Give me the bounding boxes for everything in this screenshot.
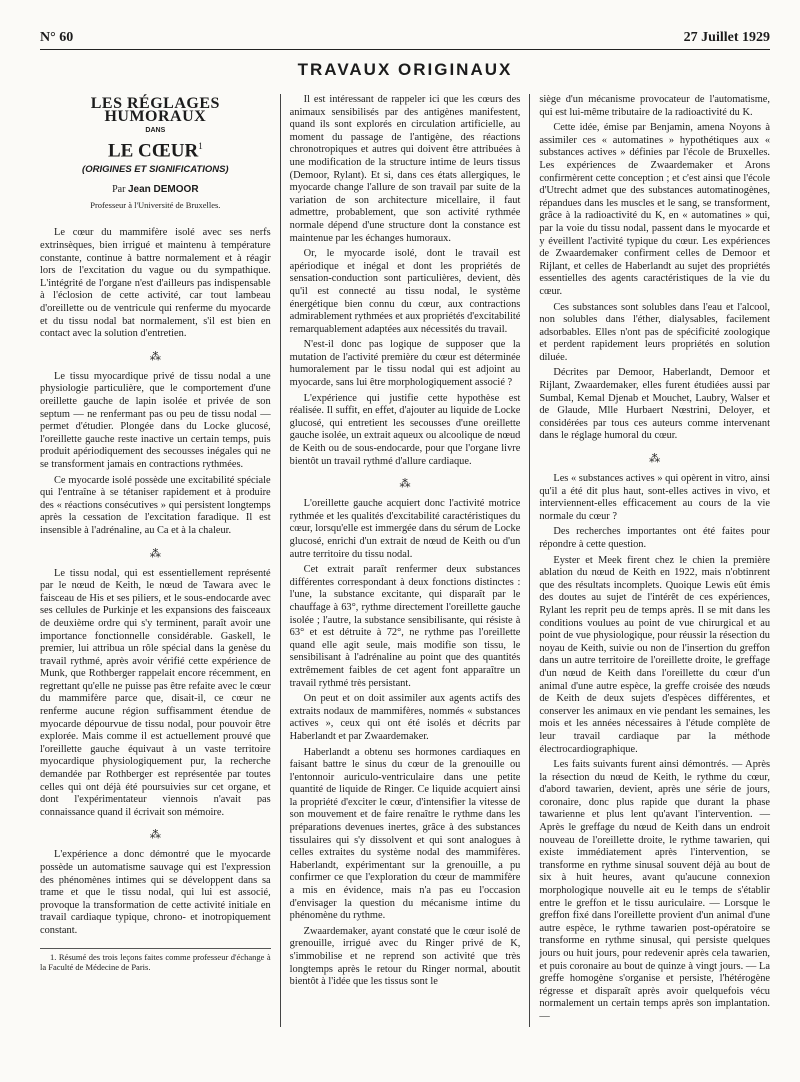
paragraph: L'expérience qui justifie cette hypothèse est réalisée. Il suffit, en effet, d'ajouter au liquide de Locke glucosé, qui entretient les secousses d'une oreillette gauche isolée, un extrait aqueux ou alcoolique de nœud de Keith ou de sous-endocarde, pour que l'organe livre bientôt un travail rythmé d'allure cardiaque. — [289, 392, 521, 467]
paragraph: Ces substances sont solubles dans l'eau et l'alcool, non solubles dans l'éther, dialysables, facilement adsorbables. Elles n'ont pas de spécificité zoologique et perdent rapidement leurs propriétés en solution diluée. — [539, 301, 771, 363]
paragraph: Eyster et Meek firent chez le chien la première ablation du nœud de Keith en 1922, mais n'obtinrent que des résultats incomplets. Quoique Lewis eût émis des doutes au sujet de l'intérêt de ces expériences, Rylant les reprit peu de temps après. Il se mit dans les conditions voulues au point de vue chirurgical et au point de vue physiologique, pour réussir la résection du noyau de Keith, suivie ou non de l'insertion du greffon dans un autre territoire de l'oreillette droite, le greffage d'un nœud de Keith dans l'oreillette du cœur d'un animal d'une autre espèce, la greffe croisée des nœuds de Keith de deux sujets d'espèces différentes, et conserver les animaux en vie pendant les semaines, les mois et les années nécessaires à l'étude complète de leur travail cardiaque par la méthode électrocardiographique. — [539, 554, 771, 755]
column-2 — [280, 94, 530, 1027]
article-title-dans: DANS — [145, 127, 166, 135]
asterism-divider: ⁂ — [399, 478, 411, 491]
paragraph: Des recherches importantes ont été faites pour répondre à cette question. — [539, 526, 771, 550]
asterism-divider: ⁂ — [149, 547, 161, 560]
asterism-divider: ⁂ — [649, 453, 661, 466]
footnote: 1. Résumé des trois leçons faites comme professeur d'échange à la Faculté de Médecine de Paris. — [40, 948, 271, 972]
paragraph: Haberlandt a obtenu ses hormones cardiaques en faisant battre le sinus du cœur de la grenouille ou l'entonnoir auriculo-ventriculaire dans une petite quantité de liquide de Ringer. Ce liquide acquiert ainsi la propriété d'exciter le cœur, d'intensifier la vitesse de son mouvement et de faire renaître le rythme dans les préparations devenues inertes, grâce à des substances tissulaires qui s'y dissolvent et qui sont analogues à celles extraites du système nodal des mammifères. Haberlandt, expérimentant sur la grenouille, a pu confirmer ce que l'exploration du cœur de mammifère a mis en évidence, mais n'a pas eu l'occasion d'envisager la question du mécanisme intime du phénomène du rythme. — [289, 746, 521, 922]
footnote-mark: 1 — [198, 140, 203, 151]
author-prefix: Par — [112, 184, 126, 196]
paragraph: Le tissu nodal, qui est essentiellement représenté par le nœud de Keith, le nœud de Tawara avec le faisceau de His et ses piliers, et le sous-endocarde avec ses cellules de Purkinje et les expansions des faisceaux de deuxième ordre qui s'y terminent, paraît avoir une importance fonctionnelle considérable. Gaskell, le premier, lui attribua un rôle spécial dans la genèse du travail rythmé, après avoir vérifié cette expérience de Munk, que Rothberger rappelait encore récemment, en regrettant qu'elle ne puisse pas être refaite avec le cœur du mammifère parce que, disait-il, ce cœur ne renferme aucune région suffisamment étendue de myocarde dépourvue de tissu nodal, pour pouvoir être explorée. Mais comme il est actuellement prouvé que l'oreillette gauche équivaut à un vaste territoire myocardique physiologiquement pur, la recherche demandée par Rothberger est représentée par toutes celles qui ont déjà été poursuivies sur cet organe, et dont l'expérimentateur viennois n'avait pas connaissance quand il écrivait son mémoire. — [40, 567, 271, 818]
paragraph: Les faits suivants furent ainsi démontrés. — Après la résection du nœud de Keith, le rythme du cœur, d'abord tawarien, devient, après une série de jours, coronaire, donc plus rapide que durant la phase tawarienne et plus lent qu'avant l'intervention. — Après le greffage du nœud de Keith dans un endroit nouveau de l'oreillette droite, le rythme tawarien, qui existe immédiatement après l'intervention, se transforme en rythme sinusal souvent déjà au bout de six à huit heures, avant qu'aucune connexion morphologique nouvelle ait eu le temps de s'établir entre le greffon et le tissu auriculaire. — Lorsque le greffon fixé dans l'oreillette provient d'un animal d'une autre espèce, le rythme tawarien post-opératoire se transforme en rythme sinusal, qui persiste quelques jours ou huit jours, pour redevenir après cela tawarien, et puis coronaire au bout de quinze à vingt jours. — La greffe homogène s'organise et persiste, l'hétérogène régresse et disparaît après avoir quelquefois vécu normalement un certain temps après son implantation. — — [539, 759, 771, 1022]
paragraph: Le cœur du mammifère isolé avec ses nerfs extrinsèques, bien irrigué et maintenu à température constante, continue à battre normalement et à réagir lors de l'excitation du vague ou du sympathique. L'intégrité de l'organe n'est d'ailleurs pas indispensable à l'éclosion de cette activité, car tout lambeau d'oreillette ou de ventricule qui renferme du myocarde et du tissu nodal bat normalement, s'il est bien en contact avec la solution d'entretien. — [40, 227, 271, 340]
asterism-divider: ⁂ — [149, 350, 161, 363]
paragraph: On peut et on doit assimiler aux agents actifs des extraits nodaux de mammifères, nommés « substances actives », ceux qui ont été isolés et décrits par Haberlandt et par Zwaardemaker. — [289, 693, 521, 742]
article-subtitle: (ORIGINES ET SIGNIFICATIONS) — [82, 163, 229, 175]
author-line — [40, 184, 271, 197]
paragraph: N'est-il donc pas logique de supposer que la mutation de l'activité première du cœur est déterminée humoralement par le tissu nodal qui est adjoint au myocarde, sans lui être morphologiquement associé ? — [289, 339, 521, 389]
paragraph: siège d'un mécanisme provocateur de l'automatisme, qui est lui-même tributaire de la radioactivité du K. — [539, 94, 771, 118]
paragraph: Il est intéressant de rappeler ici que les cœurs des animaux sensibilisés par des antigènes manifestent, quand ils sont explorés en circulation artificielle, au moment du passage de l'antigène, des réactions chronotropiques et autres qui doivent être attribuées à une modification de la structure intime de leurs tissus (Demoor, Rylant). Et si, dans ces états allergiques, le myocarde change l'allure de son travail par suite de la variation de son architecture micellaire, il faut admettre, probablement, que son activité rythmée normale dépend d'une structure dont la constance est maintenue par les échanges humoraux. — [289, 94, 521, 244]
article-title-line2 — [40, 140, 271, 162]
article-title-line1: LES RÉGLAGES HUMORAUX — [90, 95, 220, 125]
author-name: Jean DEMOOR — [127, 184, 199, 196]
header-rule — [40, 49, 770, 50]
paragraph: Les « substances actives » qui opèrent in vitro, ainsi qu'il a été dit plus haut, sont-elles actives in vivo, et interviennent-elles efficacement au cours de la vie normale du cœur ? — [539, 473, 771, 522]
text-columns — [40, 94, 770, 1027]
paragraph: L'expérience a donc démontré que le myocarde possède un automatisme sauvage qui est l'expression des phénomènes intimes qui se développent dans sa trame et que le tissu nodal, qui lui est associé, provoque la transformation de cette activité initiale en travail cardiaque typique, chrono- et inotropiquement constant. — [40, 849, 271, 936]
author-affiliation: Professeur à l'Université de Bruxelles. — [90, 199, 221, 210]
issue-date: 27 Juillet 1929 — [683, 30, 770, 45]
paragraph: Décrites par Demoor, Haberlandt, Demoor et Rijlant, Zwaardemaker, elles furent étudiées aussi par Sumbal, Kemal Djenab et Mouchet, Laubry, Walser et de Glaude, Mlle Hurbaert Nœstrini, Deloyer, et considérées par tous ces auteurs comme intervenant dans le réglage humoral du cœur. — [539, 367, 771, 442]
paragraph: Zwaardemaker, ayant constaté que le cœur isolé de grenouille, irrigué avec du Ringer privé de K, s'immobilise et ne reprend son activité que très longtemps après le retour du Ringer normal, aboutit bientôt à l'idée que les tissus sont le — [289, 925, 521, 988]
article-title-main: LE CŒUR — [107, 140, 199, 162]
paragraph: L'oreillette gauche acquiert donc l'activité motrice rythmée et les qualités d'excitabilité caractéristiques du cœur, lorsqu'elle est immergée dans du sérum de Locke glucosé, enrichi d'un extrait de nœud de Keith ou d'un autre territoire du tissu nodal. — [289, 498, 521, 560]
page-number: N° 60 — [40, 30, 74, 45]
section-title: TRAVAUX ORIGINAUX — [297, 60, 513, 79]
column-1 — [40, 94, 280, 1027]
paragraph: Or, le myocarde isolé, dont le travail est apériodique et inégal et dont les propriétés de sensation-conduction sont particulières, devient, dès qu'il est connecté au tissu nodal, le système énergétique bien connu du cœur, aux contractions admirablement rythmées et aux propriétés d'excitabilité remarquablement adaptées aux nécessités du travail. — [289, 248, 521, 335]
running-header — [40, 22, 770, 46]
paragraph: Le tissu myocardique privé de tissu nodal a une physiologie particulière, que le comportement d'une oreillette gauche de lapin isolée et privée de son septum — ne renfermant pas ou peu de tissu nodal — permet d'étudier. Plongée dans du Locke glucosé, l'oreillette gauche reste inactive un certain temps, puis produit apériodiquement des secousses inégales qui ne se transforment jamais en contractions rythmées. — [40, 370, 271, 470]
paragraph: Cette idée, émise par Benjamin, amena Noyons à assimiler ces « automatines » hypothétiques aux « substances actives » définies par l'école de Bruxelles. Les expériences de Zwaardemaker et Arons confirmèrent cette conception ; et c'est ainsi que l'école d'Utrecht admet que des substances automatinogènes, répandues dans les muscles et le sang, se transforment, grâce à la radioactivité du K, en « automatines » qui, par la voie du tissu nodal, passent dans le myocarde et y éveillent l'activité typique du cœur. Les expériences de Zwaardemaker confirment celles de Demoor et Rijlant, et celles de Haberlandt au sujet des propriétés essentielles des agents caractéristiques de la vie du cœur. — [539, 122, 771, 297]
paragraph: Cet extrait paraît renfermer deux substances différentes correspondant à deux fonctions distinctes : l'une, la substance excitante, qui disparaît par le chauffage à 63°, rythme directement l'oreillette gauche isolée ; l'autre, la substance sensibilisante, qui résiste à 63° et est détruite à 72°, ne rythme pas l'oreillette quand elle agit seule, mais modifie son tissu, le sensibilisant à l'adrénaline au point que des quantités extrêmement faibles de cet agent font apparaître un travail rythmé très persistant. — [289, 564, 521, 689]
paragraph: Ce myocarde isolé possède une excitabilité spéciale qui l'entraîne à se tétaniser rapidement et à produire des « réactions consécutives » qui persistent longtemps après la cessation de l'excitation faradique. Il est insensible à l'adrénaline, au Ca et à la chaleur. — [40, 474, 271, 536]
asterism-divider: ⁂ — [149, 829, 161, 842]
column-3 — [529, 94, 770, 1027]
